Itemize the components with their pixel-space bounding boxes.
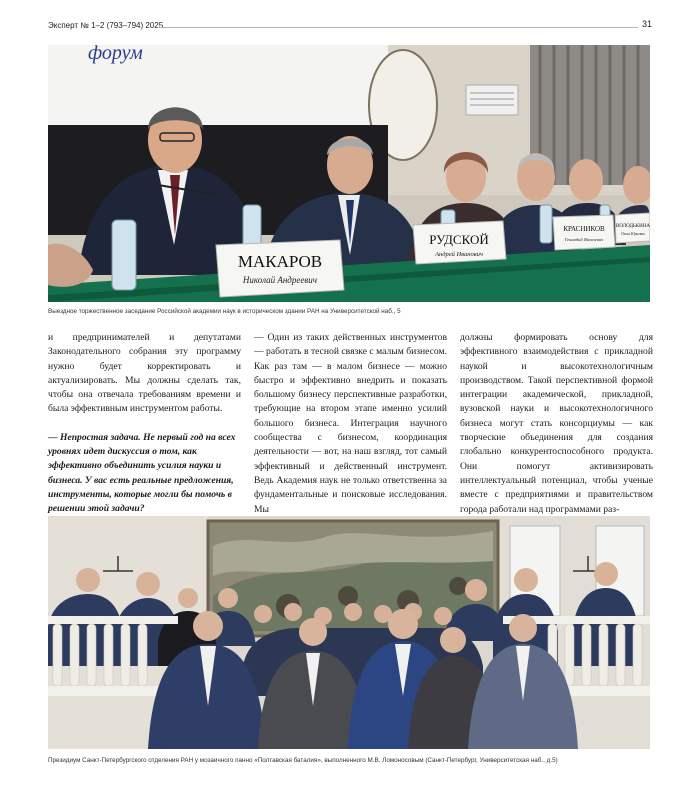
article-column-3 (460, 331, 653, 517)
paragraph: и предпринимателей и депутатами Законодательного собрания эту программу нужно будет корректировать и актуализировать. Мы должны сделать так, чтобы она отвечала требованиям времени и была эффективным инструментом работы. (48, 332, 241, 415)
banner-text: форум (88, 45, 143, 64)
meeting-photo (48, 45, 650, 302)
article-column-2 (254, 331, 447, 517)
nameplate-given-4: Ольга Юрьевна (621, 232, 645, 236)
interview-question: — Непростая задача. Не первый год на всех уровнях идет дискуссия о том, как эффективно объединить усилия науки и бизнеса. У вас есть реальные предложения, инструменты, которые могли бы помочь в решении этой задачи? (48, 431, 236, 515)
article-column-1 (48, 331, 241, 517)
nameplate-given-2: Андрей Иванович (435, 251, 483, 258)
issue-label: Эксперт № 1–2 (793–794) 2025 (48, 21, 164, 30)
nameplate-surname-4: ВОЛОДЬКИНА (616, 224, 650, 229)
photo1-caption: Выездное торжественное заседание Российской академии наук в историческом здании РАН на Университетской наб., 5 (48, 308, 401, 315)
meeting-photo-illustration (48, 45, 650, 302)
group-photo-illustration (48, 516, 650, 749)
running-header (48, 19, 652, 35)
nameplate-given-3: Геннадий Яковлевич (564, 237, 604, 242)
page-number: 31 (641, 19, 652, 29)
paragraph: должны формировать основу для эффективного взаимодействия с прикладной наукой и высокотехнологичным производством. Такой перспективной формой интеграции академической, прикладной, вузовской науки и высокотехнологичного бизнеса могут стать консорциумы — как творческие объединения для создания глобально конкурентоспособного продукта. Они помогут активизировать интеллектуальный потенциал, чтобы ученые вместе с предприятиями и правительством города работали над программами раз- (460, 332, 653, 515)
nameplate-given-1: Николай Андреевич (242, 275, 318, 285)
nameplate-surname-3: КРАСНИКОВ (563, 225, 605, 233)
header-rule (160, 27, 638, 28)
photo2-caption: Президиум Санкт-Петербургского отделения РАН у мозаичного панно «Полтавская баталия», выполненного М.В. Ломоносовым (Санкт-Петербург, Университетская наб., д.5) (48, 757, 558, 764)
paragraph: — Один из таких действенных инструментов — работать в тесной связке с малым бизнесом. Как раз там — в малом бизнесе — можно быстро и эффективно внедрить и показать большому бизнесу перспективные разработки, требующие на втором этапе именно усилий большого бизнеса. Интеграция научного сообщества с бизнесом, координация деятельности — вот, на наш взгляд, тот самый эффективный и действенный инструмент. Ведь Академия наук не только ответственна за фундаментальные и поисковые исследования. Мы (254, 332, 447, 515)
group-photo (48, 516, 650, 749)
nameplate-surname-2: РУДСКОЙ (429, 232, 489, 247)
nameplate-surname-1: МАКАРОВ (237, 252, 323, 271)
